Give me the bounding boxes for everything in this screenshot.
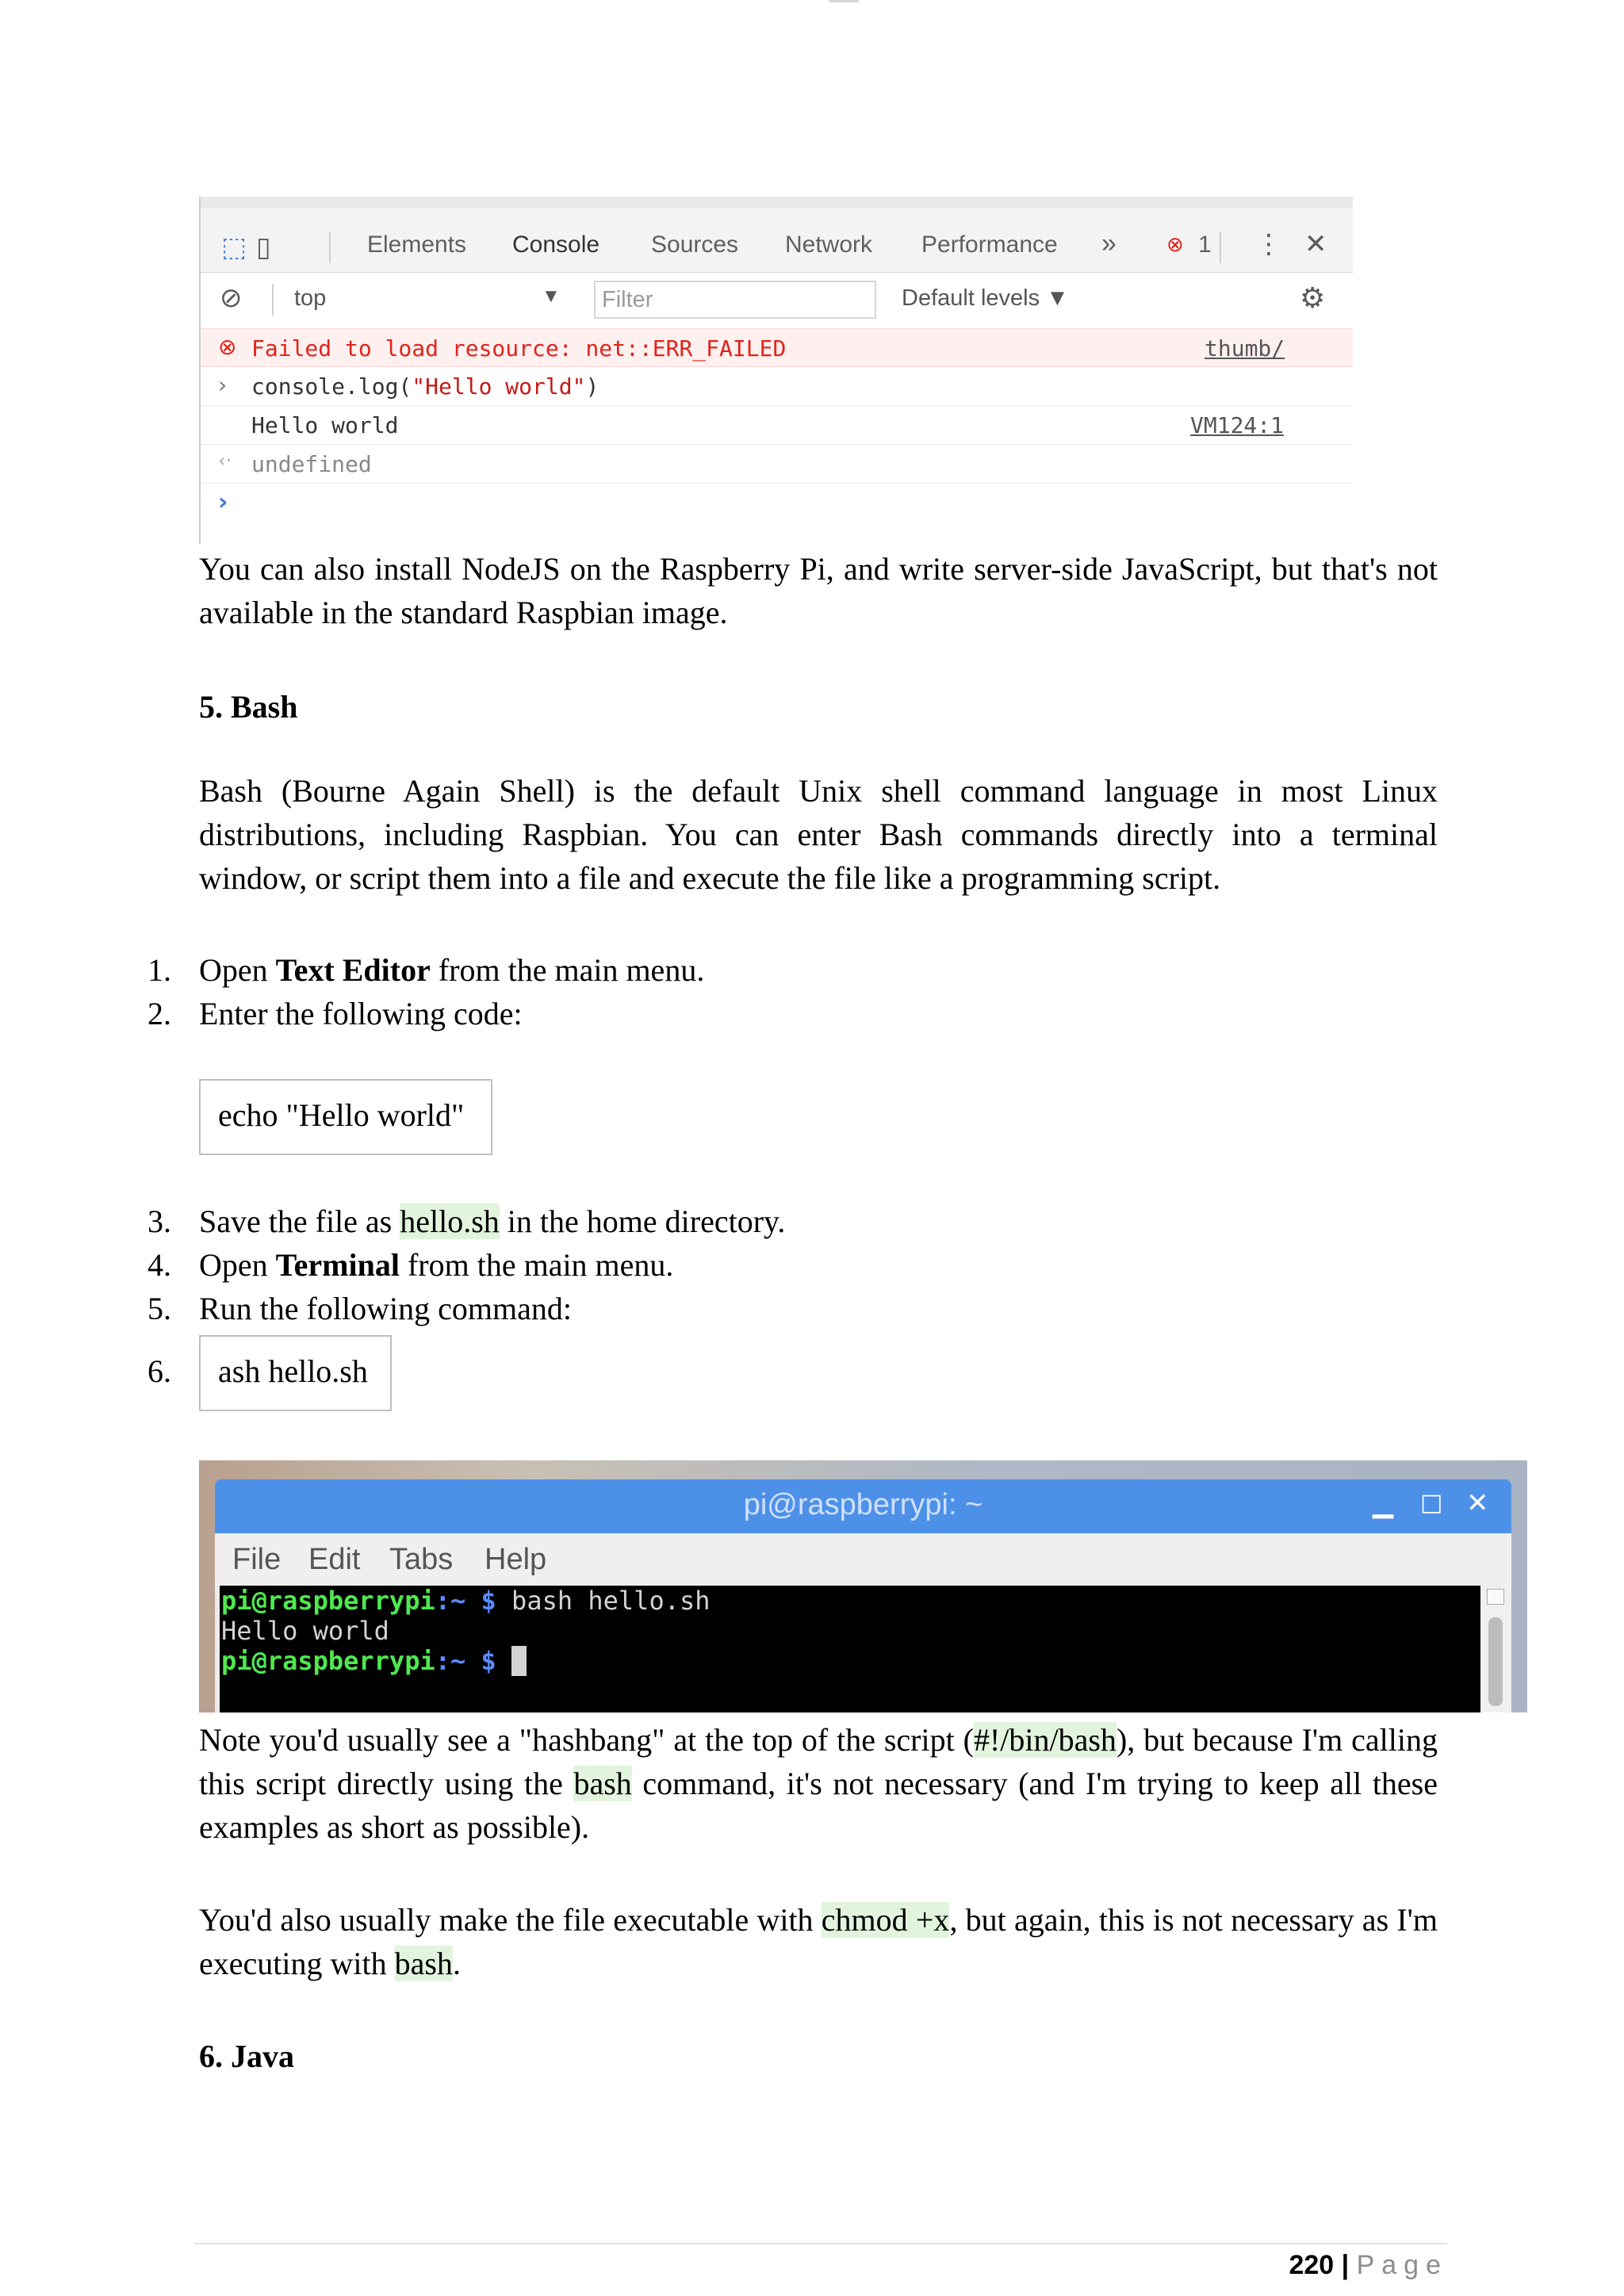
tab-console[interactable]: Console xyxy=(512,232,600,258)
toolbar-divider xyxy=(329,232,331,263)
bash-paragraph: Bash (Bourne Again Shell) is the default Unix shell command language in most Linux distributions, including Raspbian. You can enter Bash commands directly into a terminal window, or script them into a file and execute the file like a programming script. xyxy=(199,773,1438,896)
step-number: 6. xyxy=(147,1353,171,1389)
console-error-row xyxy=(201,328,1353,367)
context-select[interactable]: top xyxy=(294,285,327,311)
error-message: Failed to load resource: net::ERR_FAILED xyxy=(251,335,787,362)
step-text: Open Text Editor from the main menu. xyxy=(199,952,705,988)
output-source-link[interactable]: VM124:1 xyxy=(1190,412,1285,438)
menu-file[interactable]: File xyxy=(232,1543,282,1576)
tab-elements[interactable]: Elements xyxy=(367,232,467,258)
device-toolbar-icon[interactable]: ▯ xyxy=(256,232,271,263)
page-footer: 220 | Page xyxy=(1289,2250,1448,2280)
step-text: Enter the following code: xyxy=(199,996,523,1031)
close-icon[interactable]: ✕ xyxy=(1304,228,1327,260)
page-label: Page xyxy=(1356,2250,1448,2280)
return-arrow-icon: ‹· xyxy=(218,450,232,472)
tab-network[interactable]: Network xyxy=(785,232,873,258)
inline-code: chmod +x xyxy=(821,1902,950,1938)
devtools-screenshot xyxy=(199,197,1353,544)
error-count[interactable]: 1 xyxy=(1198,232,1212,258)
chmod-paragraph: You'd also usually make the file executable with chmod +x, but again, this is not necessary as I'm executing with bash. xyxy=(199,1902,1438,1981)
menu-help[interactable]: Help xyxy=(485,1543,547,1576)
toolbar-divider xyxy=(1220,232,1221,263)
code-box-command: ash hello.sh xyxy=(199,1335,392,1411)
step-number: 2. xyxy=(147,996,171,1031)
inspect-element-icon[interactable]: ⬚ xyxy=(221,232,247,263)
terminal-menu-bar xyxy=(215,1533,1511,1586)
scroll-up-icon[interactable] xyxy=(1487,1589,1504,1605)
section-heading-bash: 5. Bash xyxy=(199,689,298,725)
inline-code: #!/bin/bash xyxy=(973,1722,1116,1758)
step-text: Run the following command: xyxy=(199,1291,572,1326)
input-chevron-icon: › xyxy=(218,372,228,398)
more-tabs-icon[interactable]: » xyxy=(1101,228,1116,258)
terminal-title: pi@raspberrypi: ~ xyxy=(215,1479,1511,1533)
prompt-chevron-icon: › xyxy=(218,488,228,516)
filter-divider xyxy=(272,284,274,316)
intro-paragraph: You can also install NodeJS on the Raspberry Pi, and write server-side JavaScript, but that's not available in the standard Raspbian image. xyxy=(199,551,1438,630)
minimize-icon[interactable]: ▁ xyxy=(1373,1487,1394,1519)
step-number: 3. xyxy=(147,1203,171,1239)
terminal-window xyxy=(215,1479,1511,1712)
inline-code: bash xyxy=(573,1766,632,1801)
scrollbar-thumb[interactable] xyxy=(1488,1617,1503,1706)
console-filter-bar xyxy=(201,273,1353,329)
close-icon[interactable]: ✕ xyxy=(1466,1487,1489,1519)
menu-tabs[interactable]: Tabs xyxy=(389,1543,454,1576)
menu-edit[interactable]: Edit xyxy=(308,1543,361,1576)
error-icon: ⊗ xyxy=(218,334,237,360)
step-text: Save the file as hello.sh in the home directory. xyxy=(199,1203,786,1239)
page-number: 220 xyxy=(1289,2250,1335,2280)
console-return-row xyxy=(201,445,1353,484)
step-number: 5. xyxy=(147,1291,171,1326)
note-paragraph: Note you'd usually see a "hashbang" at the top of the script (#!/bin/bash), but because I'm calling this script directly using the bash command, it's not necessary (and I'm trying to keep all these examples as short as possible). xyxy=(199,1722,1438,1845)
maximize-icon[interactable]: □ xyxy=(1420,1489,1443,1517)
code-box-echo: echo "Hello world" xyxy=(199,1079,492,1155)
terminal-scrollbar[interactable] xyxy=(1480,1586,1511,1712)
inline-code: hello.sh xyxy=(400,1203,500,1239)
step-text: Open Terminal from the main menu. xyxy=(199,1247,674,1283)
console-output-row xyxy=(201,406,1353,445)
footer-divider xyxy=(194,2243,1447,2244)
clear-console-icon[interactable]: ⊘ xyxy=(220,282,243,314)
console-input-row xyxy=(201,367,1353,406)
step-number: 1. xyxy=(147,952,171,988)
error-count-icon[interactable]: ⊗ xyxy=(1166,233,1184,257)
devtools-toolbar xyxy=(201,197,1353,273)
tab-sources[interactable]: Sources xyxy=(651,232,739,258)
terminal-screenshot xyxy=(199,1460,1527,1712)
top-decoration xyxy=(829,0,859,2)
chevron-down-icon[interactable]: ▼ xyxy=(542,285,561,307)
console-output: Hello world xyxy=(251,412,399,438)
step-number: 4. xyxy=(147,1247,171,1283)
console-command: console.log("Hello world") xyxy=(251,373,599,400)
filter-input[interactable]: Filter xyxy=(594,281,876,319)
default-levels-select[interactable]: Default levels ▼ xyxy=(902,285,1069,311)
terminal-line: Hello world xyxy=(221,1616,389,1646)
console-return-value: undefined xyxy=(251,451,372,477)
gear-icon[interactable]: ⚙ xyxy=(1300,282,1326,315)
tab-performance[interactable]: Performance xyxy=(921,232,1058,258)
console-prompt-row[interactable] xyxy=(201,484,1353,531)
more-options-icon[interactable]: ⋮ xyxy=(1255,228,1282,260)
error-source-link[interactable]: thumb/ xyxy=(1205,335,1285,362)
section-heading-java: 6. Java xyxy=(199,2038,294,2074)
terminal-output[interactable] xyxy=(220,1586,1480,1712)
inline-code: bash xyxy=(394,1946,453,1981)
terminal-line: pi@raspberrypi:~ $ bash hello.sh xyxy=(221,1586,710,1616)
terminal-line: pi@raspberrypi:~ $ ​ xyxy=(221,1646,527,1676)
